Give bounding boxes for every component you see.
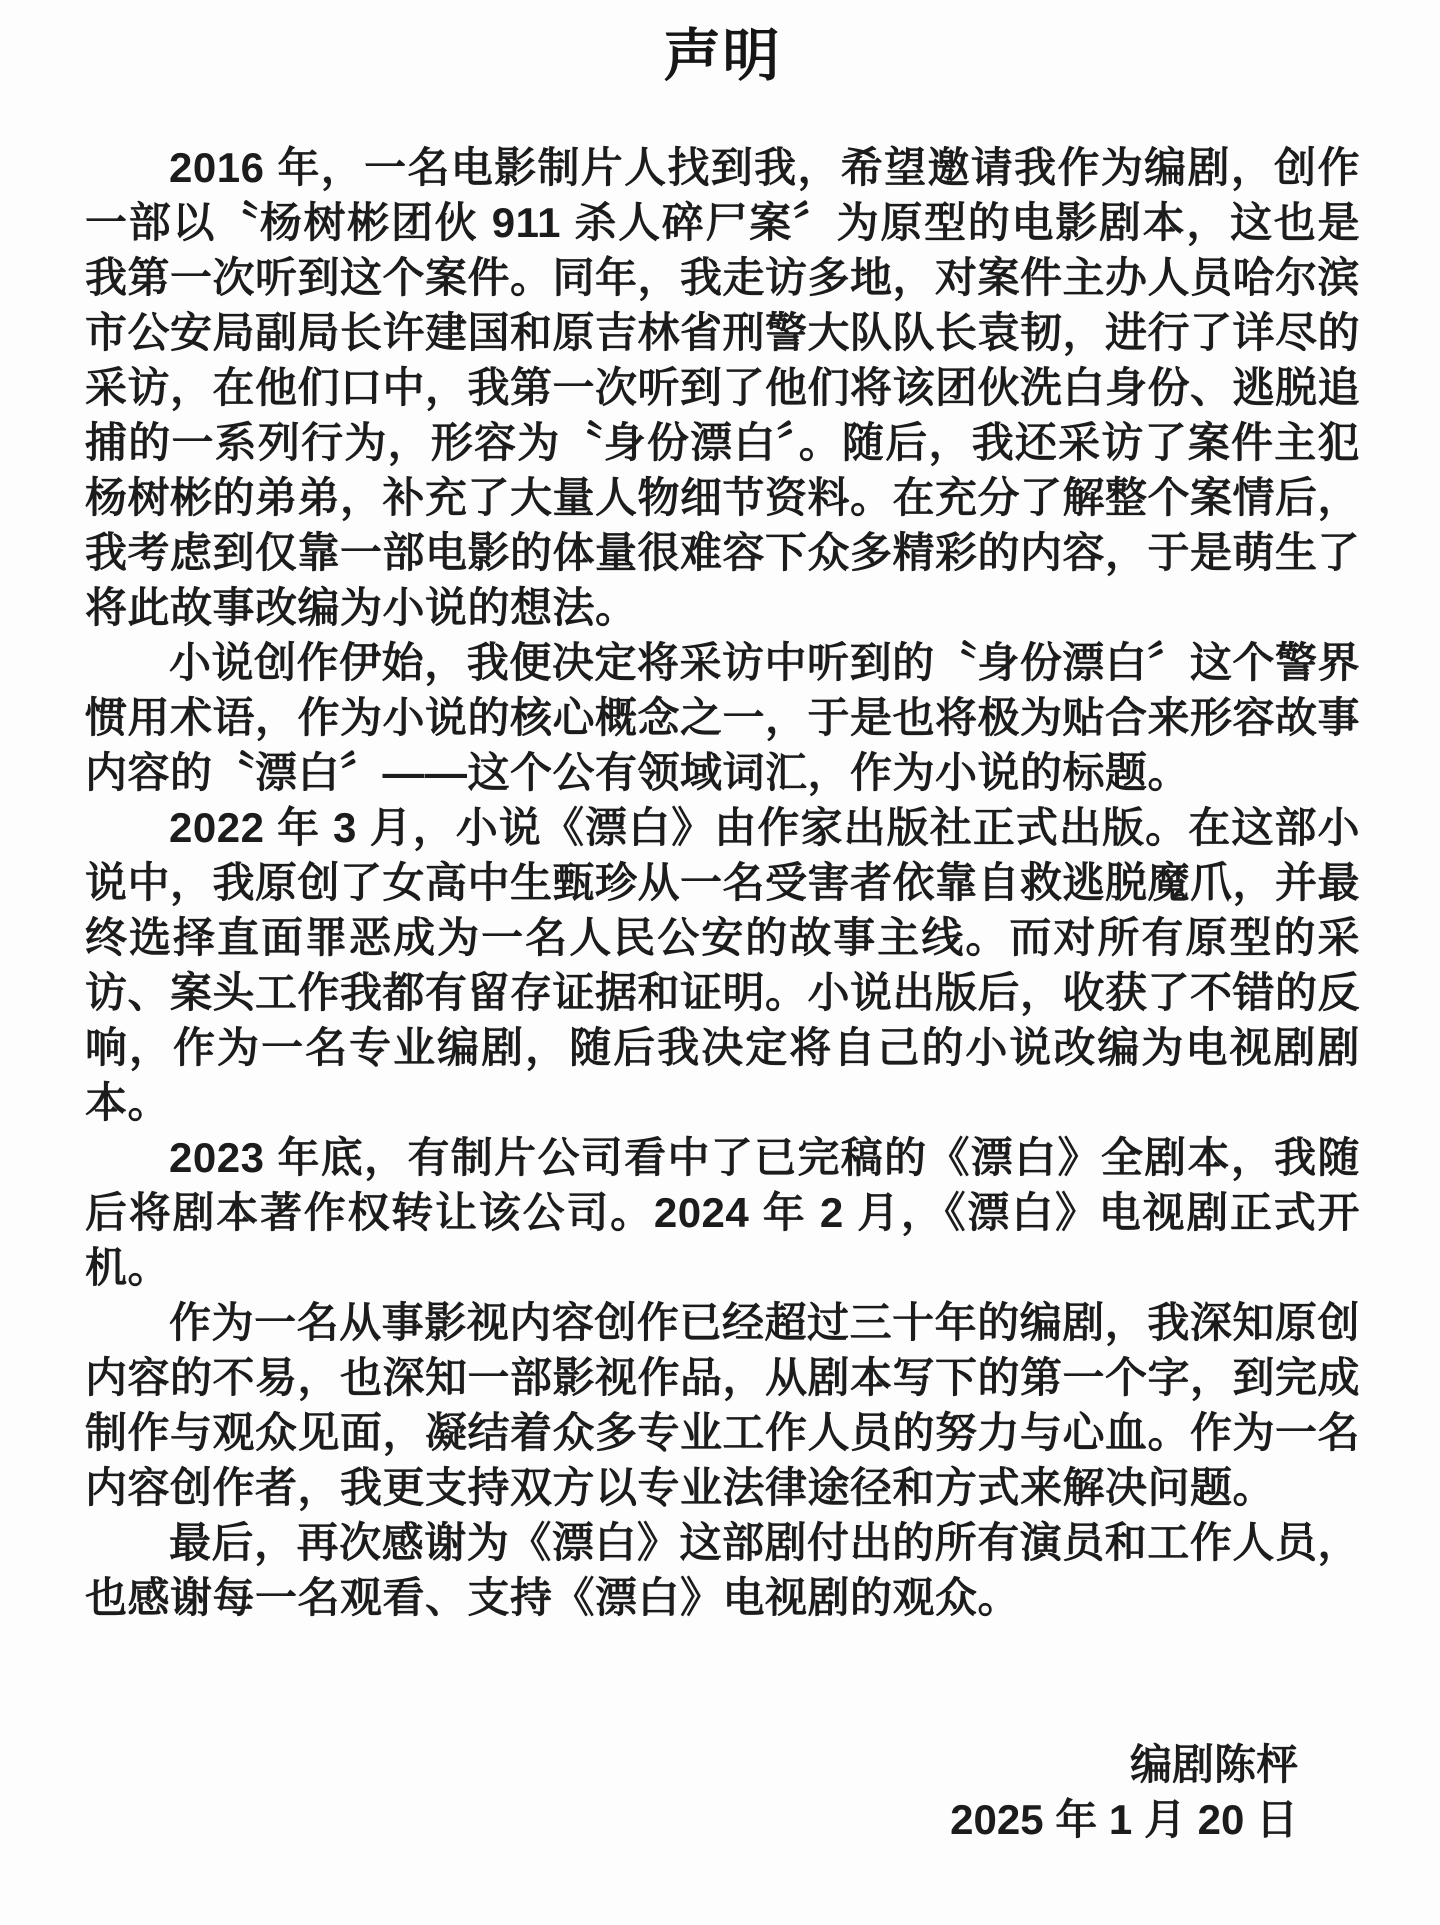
- signature-block: [85, 1737, 1360, 1847]
- paragraph-4: 2023 年底，有制片公司看中了已完稿的《漂白》全剧本，我随后将剧本著作权转让该公司。2024 年 2 月，《漂白》电视剧正式开机。: [85, 1133, 1360, 1291]
- document-body: [85, 140, 1360, 1625]
- paragraph-5: 作为一名从事影视内容创作已经超过三十年的编剧，我深知原创内容的不易，也深知一部影视作品，从剧本写下的第一个字，到完成制作与观众见面，凝结着众多专业工作人员的努力与心血。作为一名内容创作者，我更支持双方以专业法律途径和方式来解决问题。: [85, 1298, 1361, 1511]
- signature-author: 编剧陈枰: [1129, 1740, 1298, 1788]
- paragraph-2: 小说创作伊始，我便决定将采访中听到的〝身份漂白〞这个警界惯用术语，作为小说的核心概念之一，于是也将极为贴合来形容故事内容的〝漂白〞——这个公有领域词汇，作为小说的标题。: [85, 638, 1361, 796]
- signature-date: 2025 年 1 月 20 日: [950, 1795, 1298, 1843]
- paragraph-3: 2022 年 3 月，小说《漂白》由作家出版社正式出版。在这部小说中，我原创了女高中生甄珍从一名受害者依靠自救逃脱魔爪，并最终选择直面罪恶成为一名人民公安的故事主线。而对所有原型的采访、案头工作我都有留存证据和证明。小说出版后，收获了不错的反响，作为一名专业编剧，随后我决定将自己的小说改编为电视剧剧本。: [85, 803, 1361, 1126]
- paragraph-1: 2016 年，一名电影制片人找到我，希望邀请我作为编剧，创作一部以〝杨树彬团伙 911 杀人碎尸案〞为原型的电影剧本，这也是我第一次听到这个案件。同年，我走访多地，对案件主办人员哈尔滨市公安局副局长许建国和原吉林省刑警大队队长袁韧，进行了详尽的采访，在他们口中，我第一次听到了他们将该团伙洗白身份、逃脱追捕的一系列行为，形容为〝身份漂白〞。随后，我还采访了案件主犯杨树彬的弟弟，补充了大量人物细节资料。在充分了解整个案情后，我考虑到仅靠一部电影的体量很难容下众多精彩的内容，于是萌生了将此故事改编为小说的想法。: [85, 143, 1361, 631]
- paragraph-6: 最后，再次感谢为《漂白》这部剧付出的所有演员和工作人员，也感谢每一名观看、支持《漂白》电视剧的观众。: [85, 1518, 1360, 1621]
- document-title: 声明: [663, 24, 782, 88]
